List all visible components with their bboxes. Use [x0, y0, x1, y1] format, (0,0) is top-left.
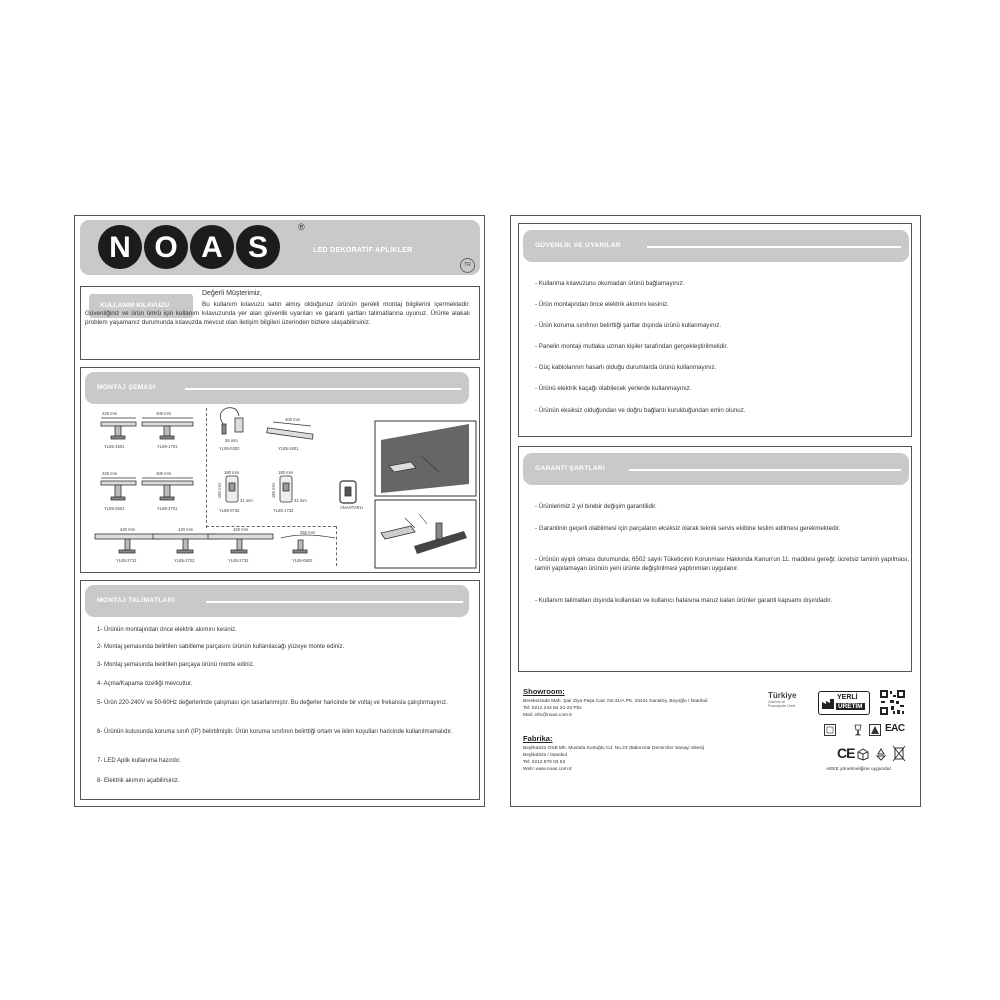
- list-item: - Ürünün ayıplı olması durumunda; 6502 sayılı Tüketicinin Korunması Hakkında Kanun'un 11. maddesi gereği; ücretsiz tamirin yapılması, tamiri yapılamayan ürünün yeni ürünle değiştirilmesi yaptırımları uygulanır.: [535, 556, 910, 573]
- caution-icon: [869, 724, 881, 736]
- fabrika-city: Beylikdüzü / İstanbul: [523, 753, 567, 758]
- dim-label: 400 mm: [285, 417, 301, 422]
- montaj-semasi-title: MONTAJ ŞEMASI: [97, 384, 156, 391]
- model-label: YL85-0802: [292, 558, 313, 563]
- cardboard-box-icon: [856, 747, 870, 761]
- dim-label: 31 mm: [294, 498, 307, 503]
- dashed-divider: [206, 408, 207, 528]
- dim-label: 180 mm: [217, 482, 223, 499]
- list-item: 6- Ürünün kutusunda koruma sınıfı (IP) belirtilmiştir. Ürün koruma sınıfının belirttiği ortam ve iklim koşulları haricinde kullanılmamalıdır.: [97, 729, 453, 735]
- model-label: YL85-1801: [278, 446, 299, 451]
- montaj-talimatlari-header: [85, 585, 469, 617]
- garanti-box: [518, 446, 912, 672]
- header-band: [80, 220, 480, 275]
- list-item: - Panelin montajı mutlaka uzman kişiler tarafından gerçekleştirilmelidir.: [535, 343, 728, 350]
- model-label: YL85-2501: [104, 506, 125, 511]
- list-item: - Ürün koruma sınıfının belirttiği şartlar dışında ürünü kullanmayınız.: [535, 322, 722, 329]
- uretim-label: ÜRETİM: [838, 703, 863, 710]
- fabrika-web: Web: www.noas.com.tr: [523, 767, 572, 772]
- product-subtitle: LED DEKORATİF APLİKLER: [313, 247, 413, 254]
- guvenlik-box: [518, 223, 912, 437]
- svg-text:N: N: [109, 231, 131, 264]
- greeting: Değerli Müşterimiz,: [202, 290, 262, 297]
- montaj-talimatlari-box: [80, 580, 480, 800]
- list-item: 4- Açma/Kapama özelliği mevcuttur.: [97, 681, 193, 687]
- turkiye-tagline: Güvenle ve Potansiyelle Üretir: [768, 700, 796, 708]
- list-item: - Ürünü elektrik kaçağı olabilecek yerlerde kullanmayınız.: [535, 385, 692, 392]
- montaj-talimatlari-title: MONTAJ TALİMATLARI: [97, 597, 175, 604]
- list-item: 7- LED Aplik kullanıma hazırdır.: [97, 758, 181, 764]
- model-label: YL85-2722: [174, 558, 195, 563]
- fabrika-address: Beylikdüzü OSB Mh. Mustafa Kurtoğlu Cd. No.23 (Bakırcılar Demirciler Sanayi Sitesi): [523, 746, 705, 751]
- list-item: - Ürünün eksiksiz olduğundan ve doğru bağlantı kurulduğundan emin olunuz.: [535, 407, 746, 414]
- fabrika-phone: Tel: 0212 879 03 53: [523, 760, 566, 765]
- header-rule: [647, 246, 901, 248]
- list-item: - Ürünlerimiz 2 yıl birebir değişim garantilidir.: [535, 503, 657, 510]
- guvenlik-header: [523, 230, 909, 262]
- header-rule: [206, 601, 463, 603]
- list-item: - Güç kablolarının hasarlı olduğu durumlarda ürünü kullanmayınız.: [535, 364, 717, 371]
- dim-label: 225 mm: [102, 471, 118, 476]
- eac-mark: EAC: [885, 723, 905, 734]
- model-label: YL85-2712: [116, 558, 137, 563]
- dim-label: 180 mm: [278, 470, 294, 475]
- right-page: [510, 215, 921, 807]
- dim-label: 420 mm: [233, 527, 249, 532]
- list-item: - Kullanma kılavuzunu okumadan ürünü bağlamayınız.: [535, 280, 685, 287]
- dashed-divider: [206, 526, 336, 527]
- language-badge: TR: [460, 258, 475, 273]
- list-item: 1- Ürünün montajından önce elektrik akımını kesiniz.: [97, 627, 237, 633]
- garanti-title: GARANTİ ŞARTLARI: [535, 465, 606, 472]
- dim-label: 420 mm: [178, 527, 194, 532]
- kullanim-kilavuzu-box: [80, 286, 480, 360]
- showroom-address: Bereketzade Mah. Şair Ziya Paşa Cad. No:31/A PK. 34421 Karaköy, Beyoğlu / İstanbul: [523, 699, 708, 704]
- list-item: - Ürün montajından önce elektrik akımını kesiniz.: [535, 301, 669, 308]
- showroom-mail: Mail: info@noas.com.tr: [523, 713, 573, 718]
- dashed-divider: [336, 526, 337, 566]
- list-item: 2- Montaj şemasında belirtilen sabitleme parçasını ürünün kullanılacağı yüzeye monte ediniz.: [97, 644, 345, 650]
- model-label: YL85-0302: [219, 446, 240, 451]
- dim-label: 225 mm: [102, 411, 118, 416]
- model-label: YL85-2732: [228, 558, 249, 563]
- dim-label: 180 mm: [271, 482, 277, 499]
- model-label: YL85-0732: [219, 508, 240, 513]
- svg-text:S: S: [247, 231, 269, 264]
- aeee-text: AEEE yönetmeliğine uygundur.: [826, 767, 893, 772]
- yerli-label: YERLİ: [837, 694, 858, 701]
- noas-logo: [92, 225, 292, 275]
- model-label: YL85-2701: [157, 506, 178, 511]
- dim-label: 400 mm: [156, 411, 172, 416]
- model-label: YL85-1732: [273, 508, 294, 513]
- fabrika-heading: Fabrika:: [523, 734, 553, 743]
- kullanim-body: Bu kullanım kılavuzu satın almış olduğunuz ürünün gerekli montaj bilgilerini içermektedir. Güvenliğiniz ve ürün ömrü için kullanım kılavuzunda yer alan güvenlik uyarıları ve garanti şartları talimatlarına uyunuz. Ürünle alakalı problem yaşamanız durumunda kılavuzda mevcut olan iletişim bilgileri üzerinden bizlere ulaşabilirsiniz.: [85, 301, 470, 326]
- yerli-uretim-badge: [818, 691, 870, 715]
- model-label: YL85-1701: [157, 444, 178, 449]
- model-label: YL85-1501: [104, 444, 125, 449]
- list-item: 5- Ürün 220-240V ve 50-60Hz değerlerinde çalışması için tasarlanmıştır. Bu değerler haricinde bir voltaj ve frekansla çalıştırmayınız.: [97, 700, 448, 706]
- fragile-glass-icon: [852, 724, 864, 736]
- dim-label: 31 mm: [240, 498, 253, 503]
- weee-bin-icon: [892, 745, 906, 762]
- ce-mark: CE: [837, 745, 855, 761]
- qr-code-icon: [879, 689, 906, 716]
- list-item: 3- Montaj şemasında belirtilen parçaya ürünü monte ediniz.: [97, 662, 255, 668]
- garanti-header: [523, 453, 909, 485]
- switch-label: ANAHTARLI: [340, 505, 364, 510]
- montaj-semasi-box: [80, 367, 480, 573]
- dim-label: 420 mm: [120, 527, 136, 532]
- dim-label: 400 mm: [156, 471, 172, 476]
- left-page: [74, 215, 485, 807]
- factory-icon: [821, 696, 835, 710]
- guvenlik-title: GÜVENLİK VE UYARILAR: [535, 242, 621, 249]
- list-item: - Garantinin geçerli olabilmesi için parçaların eksiksiz olarak teknik servis ekibine teslim edilmesi gerekmektedir.: [535, 525, 841, 532]
- list-item: 8- Elektrik akımını açabilirsiniz.: [97, 778, 180, 784]
- indoor-use-icon: [824, 724, 836, 736]
- svg-text:O: O: [154, 231, 178, 264]
- dim-label: 180 mm: [224, 470, 240, 475]
- dim-label: 26 mm: [225, 438, 238, 443]
- list-item: - Kullanım talimatları dışında kullanılan ve kullanıcı hatasına maruz kalan ürünler garanti kapsamı dışındadır.: [535, 597, 833, 604]
- registered-mark: ®: [298, 222, 305, 232]
- turkiye-logo: [768, 691, 812, 717]
- showroom-phone: Tel: 0212 244 84 22-23 Pbx: [523, 706, 582, 711]
- svg-text:A: A: [201, 231, 223, 264]
- turkiye-word: Türkiye: [768, 691, 797, 700]
- header-rule: [629, 469, 901, 471]
- recycle-icon: [874, 747, 888, 761]
- showroom-heading: Showroom:: [523, 687, 565, 696]
- kullanim-label: KULLANIM KILAVUZU: [100, 302, 170, 309]
- dim-label: 350 mm: [300, 530, 316, 535]
